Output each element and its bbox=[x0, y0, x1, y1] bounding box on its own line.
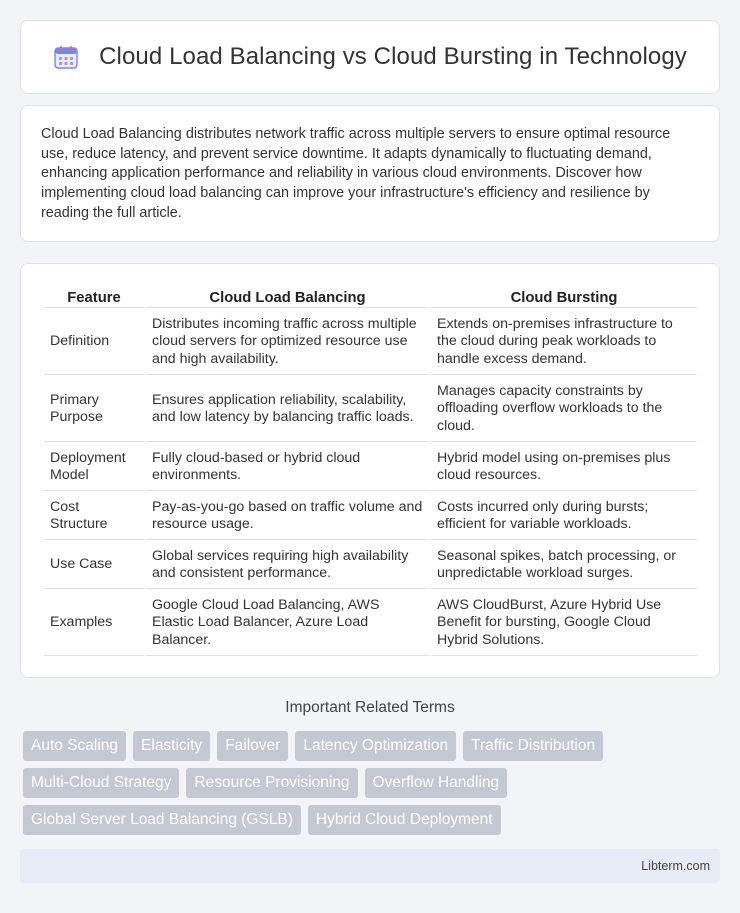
feature-cell: Examples bbox=[44, 591, 144, 656]
tag-multi-cloud-strategy[interactable]: Multi-Cloud Strategy bbox=[23, 768, 179, 798]
table-row bbox=[44, 310, 697, 375]
feature-cell: Use Case bbox=[44, 542, 144, 589]
bursting-cell: Seasonal spikes, batch processing, or unpredictable workload surges. bbox=[431, 542, 697, 589]
table-row bbox=[44, 542, 697, 589]
table-row bbox=[44, 493, 697, 540]
tag-elasticity[interactable]: Elasticity bbox=[133, 731, 210, 761]
load-balancing-cell: Fully cloud-based or hybrid cloud environments. bbox=[146, 444, 429, 491]
tag-row bbox=[23, 731, 713, 761]
load-balancing-cell: Pay-as-you-go based on traffic volume and resource usage. bbox=[146, 493, 429, 540]
calendar-icon bbox=[53, 44, 79, 70]
related-terms-title: Important Related Terms bbox=[285, 699, 455, 716]
tag-resource-provisioning[interactable]: Resource Provisioning bbox=[186, 768, 357, 798]
comparison-table bbox=[42, 284, 699, 658]
footer bbox=[20, 849, 720, 883]
table-row bbox=[44, 444, 697, 491]
header-feature: Feature bbox=[44, 286, 144, 308]
bursting-cell: AWS CloudBurst, Azure Hybrid Use Benefit for bursting, Google Cloud Hybrid Solutions. bbox=[431, 591, 697, 656]
intro-card bbox=[20, 105, 720, 242]
load-balancing-cell: Google Cloud Load Balancing, AWS Elastic Load Balancer, Azure Load Balancer. bbox=[146, 591, 429, 656]
bursting-cell: Costs incurred only during bursts; efficient for variable workloads. bbox=[431, 493, 697, 540]
feature-cell: Definition bbox=[44, 310, 144, 375]
tag-traffic-distribution[interactable]: Traffic Distribution bbox=[463, 731, 603, 761]
tag-row bbox=[23, 805, 713, 835]
load-balancing-cell: Distributes incoming traffic across multiple cloud servers for optimized resource use and high availability. bbox=[146, 310, 429, 375]
load-balancing-cell: Ensures application reliability, scalability, and low latency by balancing traffic loads. bbox=[146, 377, 429, 442]
load-balancing-cell: Global services requiring high availability and consistent performance. bbox=[146, 542, 429, 589]
feature-cell: Cost Structure bbox=[44, 493, 144, 540]
feature-cell: Primary Purpose bbox=[44, 377, 144, 442]
tag-latency-optimization[interactable]: Latency Optimization bbox=[295, 731, 456, 761]
title-card bbox=[20, 20, 720, 94]
intro-paragraph: Cloud Load Balancing distributes network traffic across multiple servers to ensure optimal resource use, reduce latency, and prevent service downtime. It adapts dynamically to fluctuating demand, enhancing application performance and reliability in various cloud environments. Discover how implementing cloud load balancing can improve your infrastructure's efficiency and resilience by reading the full article. bbox=[41, 126, 671, 221]
tag-row bbox=[23, 768, 713, 798]
bursting-cell: Manages capacity constraints by offloading overflow workloads to the cloud. bbox=[431, 377, 697, 442]
table-row bbox=[44, 377, 697, 442]
tag-overflow-handling[interactable]: Overflow Handling bbox=[365, 768, 508, 798]
tag-hybrid-cloud-deployment[interactable]: Hybrid Cloud Deployment bbox=[308, 805, 501, 835]
bursting-cell: Extends on-premises infrastructure to the cloud during peak workloads to handle excess demand. bbox=[431, 310, 697, 375]
page-title: Cloud Load Balancing vs Cloud Bursting in Technology bbox=[99, 43, 687, 70]
bursting-cell: Hybrid model using on-premises plus cloud resources. bbox=[431, 444, 697, 491]
related-terms-tags bbox=[23, 731, 713, 842]
header-cloud-load-balancing: Cloud Load Balancing bbox=[146, 286, 429, 308]
tag-gslb[interactable]: Global Server Load Balancing (GSLB) bbox=[23, 805, 301, 835]
header-cloud-bursting: Cloud Bursting bbox=[431, 286, 697, 308]
table-row bbox=[44, 591, 697, 656]
feature-cell: Deployment Model bbox=[44, 444, 144, 491]
comparison-card bbox=[20, 263, 720, 678]
table-header-row bbox=[44, 286, 697, 308]
tag-failover[interactable]: Failover bbox=[217, 731, 288, 761]
tag-auto-scaling[interactable]: Auto Scaling bbox=[23, 731, 126, 761]
footer-brand[interactable]: Libterm.com bbox=[641, 859, 710, 873]
